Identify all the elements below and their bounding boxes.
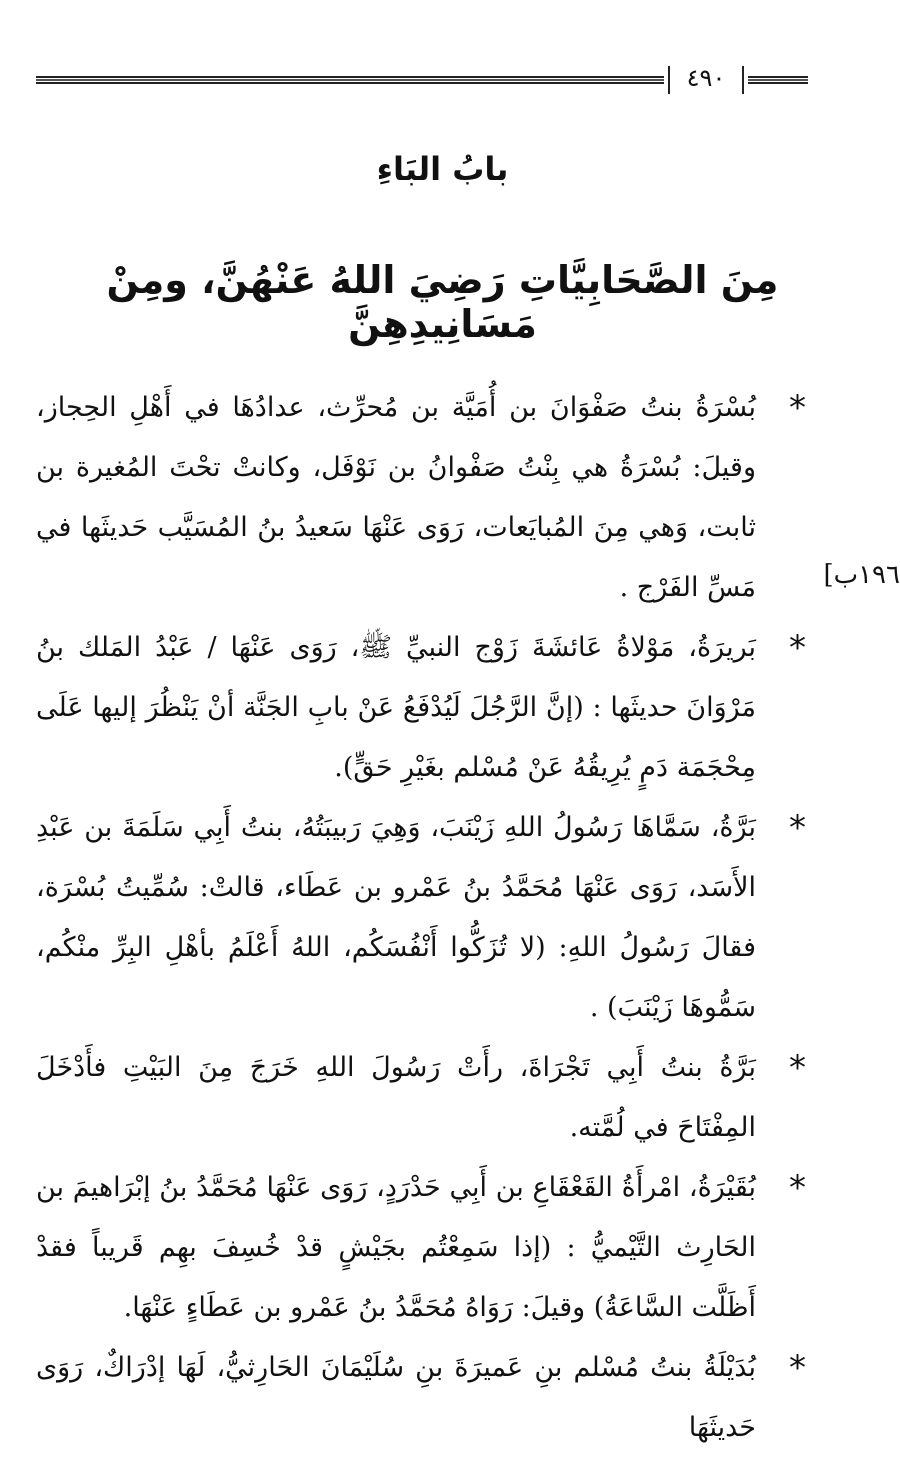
entry-text: بُسْرَةُ بنتُ صَفْوَانَ بن أُمَيَّة بن مُحرِّث، عدادُهَا في أَهْلِ الحِجاز، وقيلَ: بُسْرَةُ هي بِنْتُ صَفْوانُ بن نَوْفَل، وكانتْ تحْتَ المُغيرة بن ثابت، وَهي مِنَ المُبايَعات، رَوَى عَنْهَا سَعيدُ بنُ المُسَيَّب حَديثَها في مَسِّ الفَرْج .: [36, 392, 756, 603]
section-title: مِنَ الصَّحَابِيَّاتِ رَضِيَ اللهُ عَنْهُنَّ، ومِنْ مَسَانِيدِهِنَّ: [106, 258, 779, 346]
entry-buqayra: [36, 1158, 806, 1338]
entry-list: [36, 378, 806, 1458]
entry-text: بَرَّةُ، سَمَّاهَا رَسُولُ اللهِ زَيْنَبَ، وَهِيَ رَبيبَتُهُ، بنتُ أَبِي سَلَمَةَ بن عَبْدِ الأَسَد، رَوَى عَنْهَا مُحَمَّدُ بنُ عَمْرو بن عَطَاء، قالتْ: سُمِّيتُ بُسْرَة، فقالَ رَسُولُ اللهِ: (لا تُزَكُّوا أَنْفُسَكُم، اللهُ أَعْلَمُ بأهْلِ البِرِّ منْكُم، سَمُّوهَا زَيْنَبَ) .: [36, 812, 756, 1023]
entry-marker: *: [789, 808, 806, 848]
entry-barra-bint-abi-tajrat: [36, 1038, 806, 1158]
header-bar: [742, 66, 744, 94]
page-header: [36, 66, 808, 102]
page-number: ٤٩٠: [686, 64, 726, 92]
entry-marker: *: [789, 1348, 806, 1388]
entry-marker: *: [789, 1048, 806, 1088]
entry-text: بَرَّةُ بنتُ أَبِي تَجْرَاةَ، رأَتْ رَسُولَ اللهِ خَرَجَ مِنَ البَيْتِ فأَدْخَلَ المِفْتَاحَ في لُمَّته.: [36, 1052, 756, 1143]
chapter-title: بابُ البَاءِ: [376, 150, 509, 188]
entry-text: بَريرَةُ، مَوْلاةُ عَائشَةَ زَوْج النبيِّ ﷺ، رَوَى عَنْهَا / عَبْدُ المَلك بنُ مَرْوَانَ حديثَها : (إنَّ الرَّجُلَ لَيُدْفَعُ عَنْ بابِ الجَنَّة أنْ يَنْظُرَ إليها عَلَى مِحْجَمَة دَمٍ يُرِيقُهُ عَنْ مُسْلم بغَيْرِ حَقٍّ).: [36, 632, 756, 783]
header-bar: [668, 66, 670, 94]
entry-text: بُقَيْرَةُ، امْرأَةُ القَعْقَاعِ بن أَبِي حَدْرَدٍ، رَوَى عَنْهَا مُحَمَّدُ بنُ إبْرَاهيمَ بن الحَارِث التَّيْميُّ : (إذا سَمِعْتُم بجَيْشٍ قدْ خُسِفَ بهِم قَريباً فقدْ أَظَلَّت السَّاعَةُ) وقيلَ: رَوَاهُ مُحَمَّدُ بنُ عَمْرو بن عَطَاءٍ عَنْهَا.: [36, 1172, 756, 1323]
entry-busra: [36, 378, 806, 618]
entry-barira: [36, 618, 806, 798]
margin-note: ١٩٦ب]: [823, 560, 900, 590]
entry-barra: [36, 798, 806, 1038]
entry-marker: *: [789, 1168, 806, 1208]
header-rule-left: [36, 76, 664, 84]
header-rule-right: [748, 76, 808, 84]
entry-budayla: [36, 1338, 806, 1458]
entry-text: بُدَيْلَةُ بنتُ مُسْلم بنِ عَميرَةَ بنِ سُلَيْمَانَ الحَارِثيُّ، لَهَا إدْرَاكٌ، رَوَى حَديثَهَا: [36, 1352, 756, 1443]
entry-marker: *: [789, 628, 806, 668]
entry-marker: *: [789, 388, 806, 428]
